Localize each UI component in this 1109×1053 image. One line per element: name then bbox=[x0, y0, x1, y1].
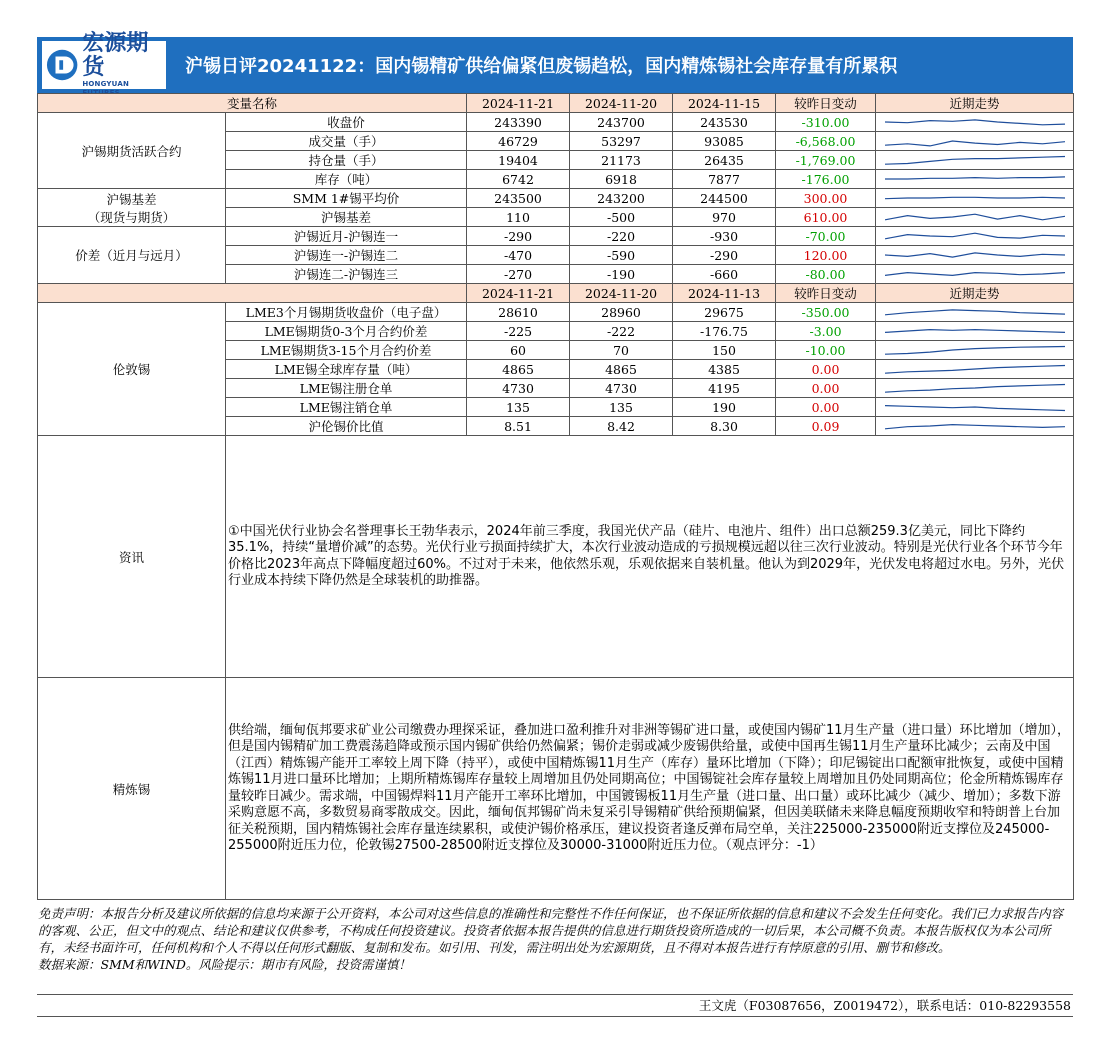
group-label-sub: （现货与期货） bbox=[87, 209, 176, 225]
value-cell: 4195 bbox=[673, 379, 776, 398]
value-cell: -190 bbox=[570, 265, 673, 284]
sparkline bbox=[885, 267, 1065, 281]
table-row bbox=[38, 113, 1074, 132]
table-row bbox=[38, 189, 1074, 208]
value-cell: 4730 bbox=[467, 379, 570, 398]
change-cell: -6,568.00 bbox=[776, 132, 876, 151]
sparkline bbox=[885, 153, 1065, 167]
sparkline bbox=[885, 248, 1065, 262]
column-header: 2024-11-13 bbox=[673, 284, 776, 303]
trend-cell bbox=[876, 132, 1074, 151]
change-cell: 0.00 bbox=[776, 398, 876, 417]
change-cell: -3.00 bbox=[776, 322, 876, 341]
value-cell: 135 bbox=[570, 398, 673, 417]
value-cell: -290 bbox=[467, 227, 570, 246]
column-header: 2024-11-21 bbox=[467, 94, 570, 113]
table-header-row bbox=[38, 284, 1074, 303]
group-cell bbox=[38, 227, 226, 284]
change-cell: 610.00 bbox=[776, 208, 876, 227]
value-cell: 6918 bbox=[570, 170, 673, 189]
value-cell: 21173 bbox=[570, 151, 673, 170]
sparkline bbox=[885, 400, 1065, 414]
column-header: 变量名称 bbox=[38, 94, 467, 113]
value-cell: 46729 bbox=[467, 132, 570, 151]
change-cell: 300.00 bbox=[776, 189, 876, 208]
trend-cell bbox=[876, 265, 1074, 284]
value-cell: -660 bbox=[673, 265, 776, 284]
trend-cell bbox=[876, 189, 1074, 208]
group-cell: 伦敦锡 bbox=[38, 303, 226, 436]
disclaimer bbox=[37, 903, 1073, 975]
change-cell: 0.00 bbox=[776, 379, 876, 398]
variable-name: 沪锡基差 bbox=[226, 208, 467, 227]
sparkline bbox=[885, 362, 1065, 376]
column-header: 近期走势 bbox=[876, 284, 1074, 303]
change-cell: -1,769.00 bbox=[776, 151, 876, 170]
value-cell: 243200 bbox=[570, 189, 673, 208]
change-cell: -176.00 bbox=[776, 170, 876, 189]
value-cell: 8.51 bbox=[467, 417, 570, 436]
value-cell: -930 bbox=[673, 227, 776, 246]
value-cell: 93085 bbox=[673, 132, 776, 151]
variable-name: 持仓量（手） bbox=[226, 151, 467, 170]
logo-english-name: HONGYUAN bbox=[82, 80, 130, 88]
value-cell: 6742 bbox=[467, 170, 570, 189]
table-row bbox=[38, 227, 1074, 246]
group-label: 沪锡基差 bbox=[106, 191, 157, 207]
change-cell: -10.00 bbox=[776, 341, 876, 360]
sparkline bbox=[885, 324, 1065, 338]
sparkline bbox=[885, 210, 1065, 224]
value-cell: -225 bbox=[467, 322, 570, 341]
trend-cell bbox=[876, 341, 1074, 360]
value-cell: -220 bbox=[570, 227, 673, 246]
value-cell: 8.30 bbox=[673, 417, 776, 436]
value-cell: -222 bbox=[570, 322, 673, 341]
group-label: 沪锡期货活跃合约 bbox=[81, 143, 182, 159]
disclaimer-text: 免责声明：本报告分析及建议所依据的信息均来源于公开资料，本公司对这些信息的准确性和完整性不作任何保证，也不保证所依据的信息和建议不会发生任何变化。我们已力求报告内容的客观、公正，但文中的观点、结论和建议仅供参考，不构成任何投资建议。投资者依据本报告提供的信息进行期货投资所造成的一切后果，本公司概不负责。本报告版权仅为本公司所有，未经书面许可，任何机构和个人不得以任何形式翻版、复制和发布。如引用、刊发，需注明出处为宏源期货，且不得对本报告进行有悖原意的引用、删节和修改。 bbox=[38, 906, 1064, 955]
variable-name: 沪锡近月-沪锡连一 bbox=[226, 227, 467, 246]
value-cell: 135 bbox=[467, 398, 570, 417]
author-contact: 王文虎（F03087656，Z0019472），联系电话：010-82293558 bbox=[698, 998, 1071, 1013]
company-logo bbox=[42, 31, 166, 89]
report-header bbox=[37, 31, 1073, 93]
report-title: 沪锡日评20241122：国内锡精矿供给偏紧但废锡趋松，国内精炼锡社会库存量有所累积 bbox=[185, 56, 898, 77]
value-cell: 243530 bbox=[673, 113, 776, 132]
value-cell: 29675 bbox=[673, 303, 776, 322]
news-label: 资讯 bbox=[38, 436, 226, 678]
value-cell: 19404 bbox=[467, 151, 570, 170]
variable-name: LME3个月锡期货收盘价（电子盘） bbox=[226, 303, 467, 322]
value-cell: 26435 bbox=[673, 151, 776, 170]
refined-tin-label: 精炼锡 bbox=[38, 678, 226, 900]
footer bbox=[37, 994, 1073, 1017]
change-cell: -310.00 bbox=[776, 113, 876, 132]
variable-name: LME锡注销仓单 bbox=[226, 398, 467, 417]
column-header: 2024-11-21 bbox=[467, 284, 570, 303]
value-cell: -500 bbox=[570, 208, 673, 227]
variable-name: 库存（吨） bbox=[226, 170, 467, 189]
group-cell bbox=[38, 113, 226, 189]
change-cell: -70.00 bbox=[776, 227, 876, 246]
value-cell: 4385 bbox=[673, 360, 776, 379]
value-cell: -176.75 bbox=[673, 322, 776, 341]
column-header: 较昨日变动 bbox=[776, 284, 876, 303]
trend-cell bbox=[876, 398, 1074, 417]
sparkline bbox=[885, 134, 1065, 148]
sparkline bbox=[885, 381, 1065, 395]
trend-cell bbox=[876, 208, 1074, 227]
trend-cell bbox=[876, 360, 1074, 379]
report-frame bbox=[37, 31, 1073, 1017]
sparkline bbox=[885, 115, 1065, 129]
variable-name: LME锡全球库存量（吨） bbox=[226, 360, 467, 379]
value-cell: 4865 bbox=[467, 360, 570, 379]
value-cell: 190 bbox=[673, 398, 776, 417]
value-cell: 8.42 bbox=[570, 417, 673, 436]
value-cell: -590 bbox=[570, 246, 673, 265]
sparkline bbox=[885, 343, 1065, 357]
news-row bbox=[38, 436, 1074, 678]
value-cell: 4730 bbox=[570, 379, 673, 398]
table-row bbox=[38, 303, 1074, 322]
variable-name: 沪锡连一-沪锡连二 bbox=[226, 246, 467, 265]
value-cell: 243390 bbox=[467, 113, 570, 132]
variable-name: 沪锡连二-沪锡连三 bbox=[226, 265, 467, 284]
sparkline bbox=[885, 172, 1065, 186]
trend-cell bbox=[876, 113, 1074, 132]
hongyuan-logo-icon bbox=[46, 48, 78, 82]
value-cell: 110 bbox=[467, 208, 570, 227]
change-cell: 0.09 bbox=[776, 417, 876, 436]
column-header: 2024-11-20 bbox=[570, 94, 673, 113]
value-cell: 4865 bbox=[570, 360, 673, 379]
value-cell: 244500 bbox=[673, 189, 776, 208]
variable-name: LME锡注册仓单 bbox=[226, 379, 467, 398]
sparkline bbox=[885, 229, 1065, 243]
value-cell: 28960 bbox=[570, 303, 673, 322]
variable-name: LME锡期货0-3个月合约价差 bbox=[226, 322, 467, 341]
trend-cell bbox=[876, 379, 1074, 398]
logo-chinese-name: 宏源期货 bbox=[82, 31, 149, 80]
sparkline bbox=[885, 419, 1065, 433]
value-cell: 70 bbox=[570, 341, 673, 360]
trend-cell bbox=[876, 322, 1074, 341]
column-header: 近期走势 bbox=[876, 94, 1074, 113]
value-cell: 243700 bbox=[570, 113, 673, 132]
sparkline bbox=[885, 191, 1065, 205]
value-cell: 970 bbox=[673, 208, 776, 227]
trend-cell bbox=[876, 227, 1074, 246]
value-cell: 7877 bbox=[673, 170, 776, 189]
trend-cell bbox=[876, 170, 1074, 189]
column-header: 2024-11-20 bbox=[570, 284, 673, 303]
change-cell: -350.00 bbox=[776, 303, 876, 322]
trend-cell bbox=[876, 246, 1074, 265]
value-cell: -290 bbox=[673, 246, 776, 265]
table-header-row bbox=[38, 94, 1074, 113]
data-source-text: 数据来源：SMM和WIND。风险提示：期市有风险，投资需谨慎！ bbox=[38, 957, 411, 972]
refined-tin-row bbox=[38, 678, 1074, 900]
value-cell: 150 bbox=[673, 341, 776, 360]
variable-name: LME锡期货3-15个月合约价差 bbox=[226, 341, 467, 360]
data-table bbox=[37, 93, 1074, 900]
group-cell bbox=[38, 189, 226, 227]
value-cell: 53297 bbox=[570, 132, 673, 151]
value-cell: 60 bbox=[467, 341, 570, 360]
group-label: 价差（近月与远月） bbox=[75, 248, 188, 263]
sparkline bbox=[885, 305, 1065, 319]
column-header: 2024-11-15 bbox=[673, 94, 776, 113]
change-cell: 120.00 bbox=[776, 246, 876, 265]
value-cell: 243500 bbox=[467, 189, 570, 208]
variable-name: SMM 1#锡平均价 bbox=[226, 189, 467, 208]
value-cell: 28610 bbox=[467, 303, 570, 322]
refined-tin-text: 供给端，缅甸佤邦要求矿业公司缴费办理探采证，叠加进口盈利推升对非洲等锡矿进口量，或使国内锡矿11月生产量（进口量）环比增加（增加），但是国内锡精矿加工费震荡趋降或预示国内锡矿供给仍然偏紧；锡价走弱或减少废锡供给量，或使中国再生锡11月生产量环比减少；云南及中国（江西）精炼锡产能开工率较上周下降（持平），或使中国精炼锡11月生产（库存）量环比增加（下降）；印尼锡锭出口配额审批恢复，或使中国精炼锡11月进口量环比增加；上期所精炼锡库存量较上周增加且仍处同期高位；中国锡锭社会库存量较上周增加且仍处同期高位；伦金所精炼锡库存量较昨日减少。需求端，中国锡焊料11月产能开工率环比增加，中国镀锡板11月生产量（进口量、出口量）或环比减少（减少、增加）；多数下游采购意愿不高，多数贸易商零散成交。因此，缅甸佤邦锡矿尚未复采引导锡精矿供给预期偏紧，但因美联储未来降息幅度预期收窄和特朗普上台加征关税预期，国内精炼锡社会库存量连续累积，或使沪锡价格承压，建议投资者逢反弹布局空单，关注225000-235000附近支撑位及245000-255000附近压力位，伦敦锡27500-28500附近支撑位及30000-31000附近压力位。（观点评分：-1） bbox=[226, 678, 1074, 900]
variable-name: 成交量（手） bbox=[226, 132, 467, 151]
column-header: 较昨日变动 bbox=[776, 94, 876, 113]
trend-cell bbox=[876, 151, 1074, 170]
value-cell: -270 bbox=[467, 265, 570, 284]
value-cell: -470 bbox=[467, 246, 570, 265]
trend-cell bbox=[876, 417, 1074, 436]
variable-name: 收盘价 bbox=[226, 113, 467, 132]
trend-cell bbox=[876, 303, 1074, 322]
change-cell: -80.00 bbox=[776, 265, 876, 284]
column-header-empty bbox=[38, 284, 467, 303]
variable-name: 沪伦锡价比值 bbox=[226, 417, 467, 436]
news-text: ①中国光伏行业协会名誉理事长王勃华表示，2024年前三季度，我国光伏产品（硅片、电池片、组件）出口总额259.3亿美元，同比下降约35.1%，持续“量增价减”的态势。光伏行业亏损面持续扩大，本次行业波动造成的亏损规模远超以往三次行业波动。特别是光伏行业各个环节今年价格比2023年高点下降幅度超过60%。不过对于未来，他依然乐观，乐观依据来自装机量。他认为到2029年，光伏发电将超过水电。另外，光伏行业成本持续下降仍然是全球装机的助推器。 bbox=[226, 436, 1074, 678]
change-cell: 0.00 bbox=[776, 360, 876, 379]
